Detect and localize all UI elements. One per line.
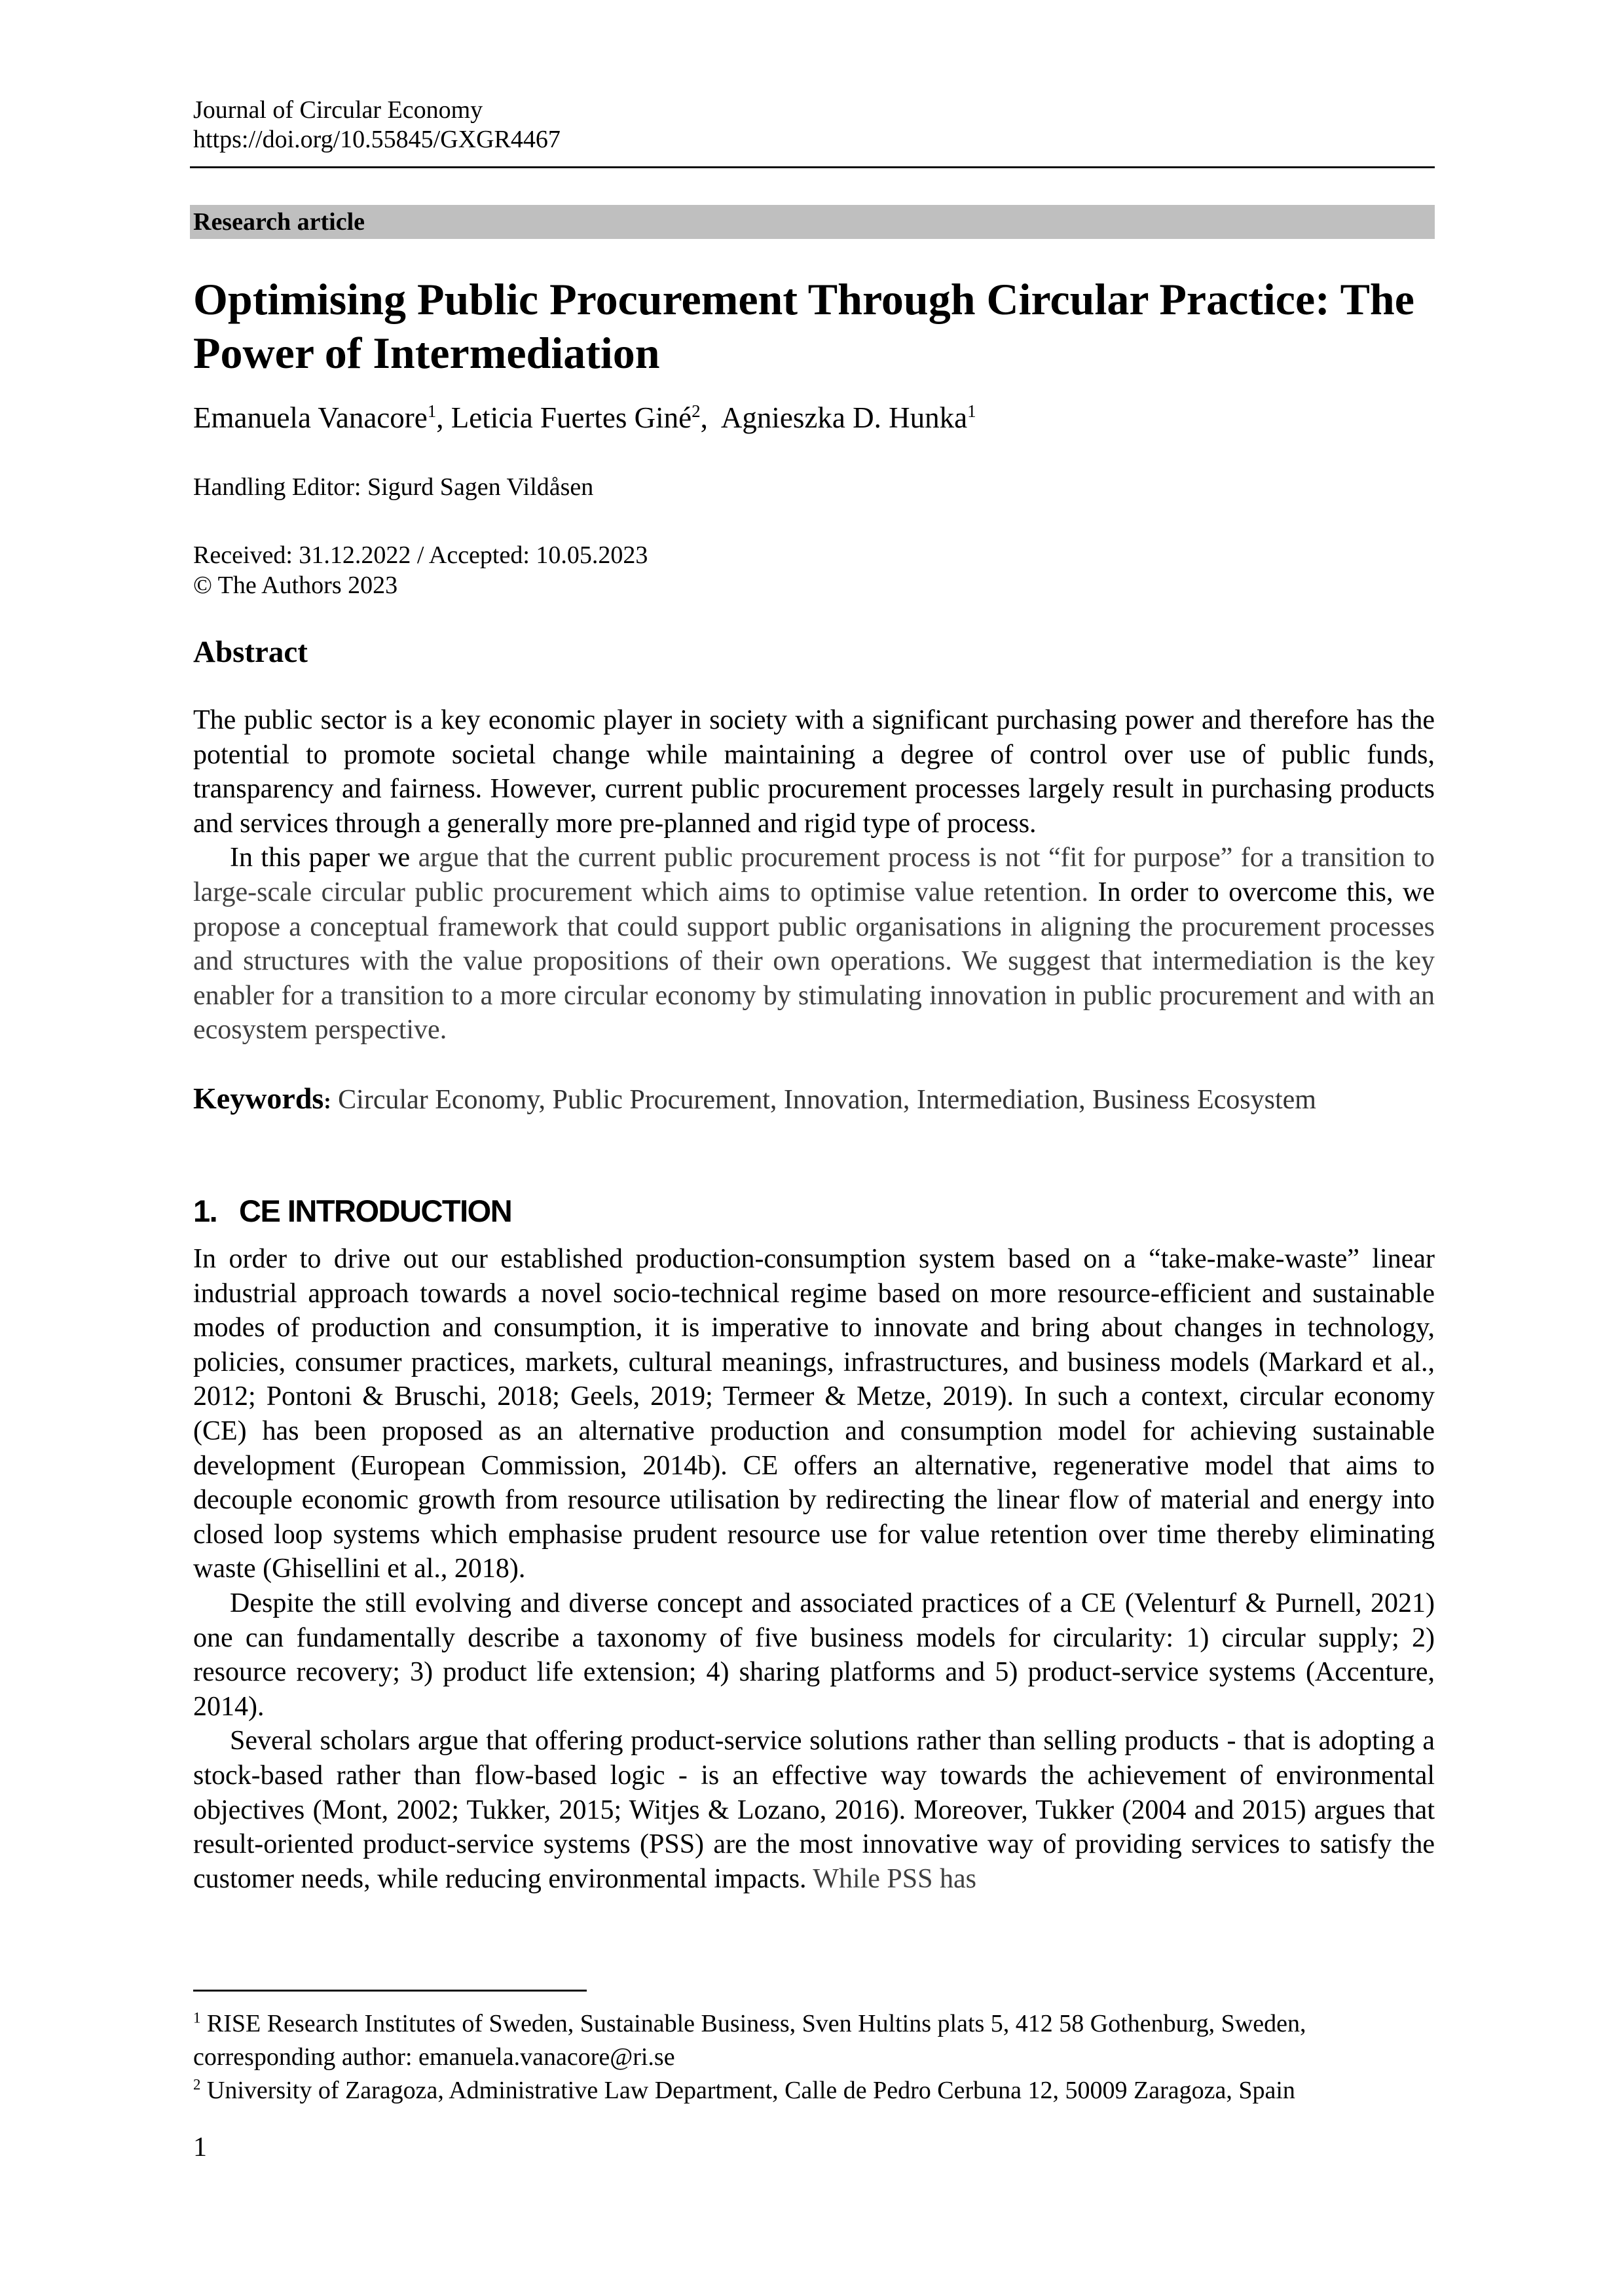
section-title: CE INTRODUCTION (239, 1194, 512, 1228)
paragraph (193, 703, 1435, 841)
footnote-marker: 1 (193, 2009, 201, 2026)
paper-title: Optimising Public Procurement Through Circular Practice: The Power of Intermediation (193, 274, 1414, 378)
handling-editor: Handling Editor: Sigurd Sagen Vildåsen (193, 473, 594, 501)
paragraph (193, 1242, 1435, 1586)
abstract-body (193, 703, 1435, 1048)
copyright-notice: © The Authors 2023 (193, 572, 398, 599)
text-run: In order to overcome this, we (1098, 877, 1435, 907)
header-rule (190, 166, 1435, 168)
section-heading (193, 1193, 511, 1230)
footnote-rule (193, 1990, 587, 1992)
received-accepted-dates: Received: 31.12.2022 / Accepted: 10.05.2023 (193, 541, 648, 569)
author-separator: , (436, 401, 451, 434)
author-name: Agnieszka D. Hunka (720, 401, 968, 434)
doi-link[interactable]: https://doi.org/10.55845/GXGR4467 (193, 126, 561, 153)
author-name: Emanuela Vanacore (193, 401, 428, 434)
footnote-text: University of Zaragoza, Administrative Law Department, Calle de Pedro Cerbuna 12, 50009 Zaragoza, Spain (206, 2077, 1295, 2104)
author-affiliation-marker[interactable]: 1 (967, 401, 976, 421)
running-header (193, 96, 561, 155)
keywords-list: Circular Economy, Public Procurement, Innovation, Intermediation, Business Ecosystem (331, 1085, 1316, 1115)
section-number: 1. (193, 1194, 217, 1228)
text-run: propose a conceptual framework that could support public organisations in aligning the procurement processes and structures with the value propositions of their own operations. We suggest that intermediation is the key enabler for a transition to a more circular economy by stimulating innovation in public procurement and with an ecosystem perspective. (193, 911, 1435, 1046)
author-name: Leticia Fuertes Giné (451, 401, 692, 434)
footnote-text: corresponding author: emanuela.vanacore@ri.se (193, 2043, 675, 2071)
text-run: In this paper we (230, 843, 418, 873)
text-run: Despite the still evolving and diverse concept and associated practices of a CE (Velenturf & Purnell, 2021) one can fundamentally describe a taxonomy of five business models for circularity: 1) circular supply; 2) resource recovery; 3) product life extension; 4) sharing platforms and 5) product-service systems (Accenture, 2014). (193, 1588, 1435, 1722)
author-affiliation-marker[interactable]: 1 (427, 401, 437, 421)
page-number: 1 (193, 2132, 207, 2162)
text-run: While PSS has (813, 1863, 976, 1894)
footnote-continuation (193, 2041, 1435, 2074)
publication-dates (193, 540, 648, 600)
author-affiliation-marker[interactable]: 2 (692, 401, 701, 421)
journal-name: Journal of Circular Economy (193, 96, 483, 124)
footnote-marker: 2 (193, 2076, 201, 2093)
footnotes (193, 2007, 1435, 2107)
author-separator: , (700, 401, 721, 434)
abstract-heading: Abstract (193, 635, 308, 669)
paragraph (193, 1586, 1435, 1724)
paragraph (193, 1724, 1435, 1896)
footnote (193, 2007, 1435, 2041)
text-run: argue that the current public procurement process is not “fit for purpose” for a transition to large-scale circular public procurement which aims to optimise value retention. (193, 843, 1435, 907)
article-type-band: Research article (190, 205, 1435, 239)
introduction-body (193, 1242, 1435, 1896)
keywords-label: Keywords (193, 1082, 324, 1115)
paragraph (193, 841, 1435, 1048)
text-run: Several scholars argue that offering product-service solutions rather than selling products - that is adopting a stock-based rather than flow-based logic - is an effective way towards the achievement of environmental objectives (Mont, 2002; Tukker, 2015; Witjes & Lozano, 2016). Moreover, Tukker (2004 and 2015) argues that result-oriented product-service systems (PSS) are the most innovative way of providing services to satisfy the customer needs, while reducing environmental impacts. (193, 1726, 1435, 1894)
footnote-text: RISE Research Institutes of Sweden, Sustainable Business, Sven Hultins plats 5, 412 58 Gothenburg, Sweden, (206, 2010, 1306, 2037)
author-list (193, 399, 976, 436)
text-run: In order to drive out our established production-consumption system based on a “take-make-waste” linear industrial approach towards a novel socio-technical regime based on more resource-efficient and sustainable modes of production and consumption, it is imperative to innovate and bring about changes in technology, policies, consumer practices, markets, cultural meanings, infrastructures, and business models (Markard et al., 2012; Pontoni & Bruschi, 2018; Geels, 2019; Termeer & Metze, 2019). In such a context, circular economy (CE) has been proposed as an alternative production and consumption model for achieving sustainable development (European Commission, 2014b). CE offers an alternative, regenerative model that aims to decouple economic growth from resource utilisation by redirecting the linear flow of material and energy into closed loop systems which emphasise prudent resource use for value retention over time thereby eliminating waste (Ghisellini et al., 2018). (193, 1244, 1435, 1584)
keywords-line (193, 1082, 1316, 1119)
footnote (193, 2074, 1435, 2107)
text-run: The public sector is a key economic player in society with a significant purchasing power and therefore has the potential to promote societal change while maintaining a degree of control over use of public funds, transparency and fairness. However, current public procurement processes largely result in purchasing products and services through a generally more pre-planned and rigid type of process. (193, 705, 1435, 839)
keywords-colon: : (323, 1089, 331, 1114)
